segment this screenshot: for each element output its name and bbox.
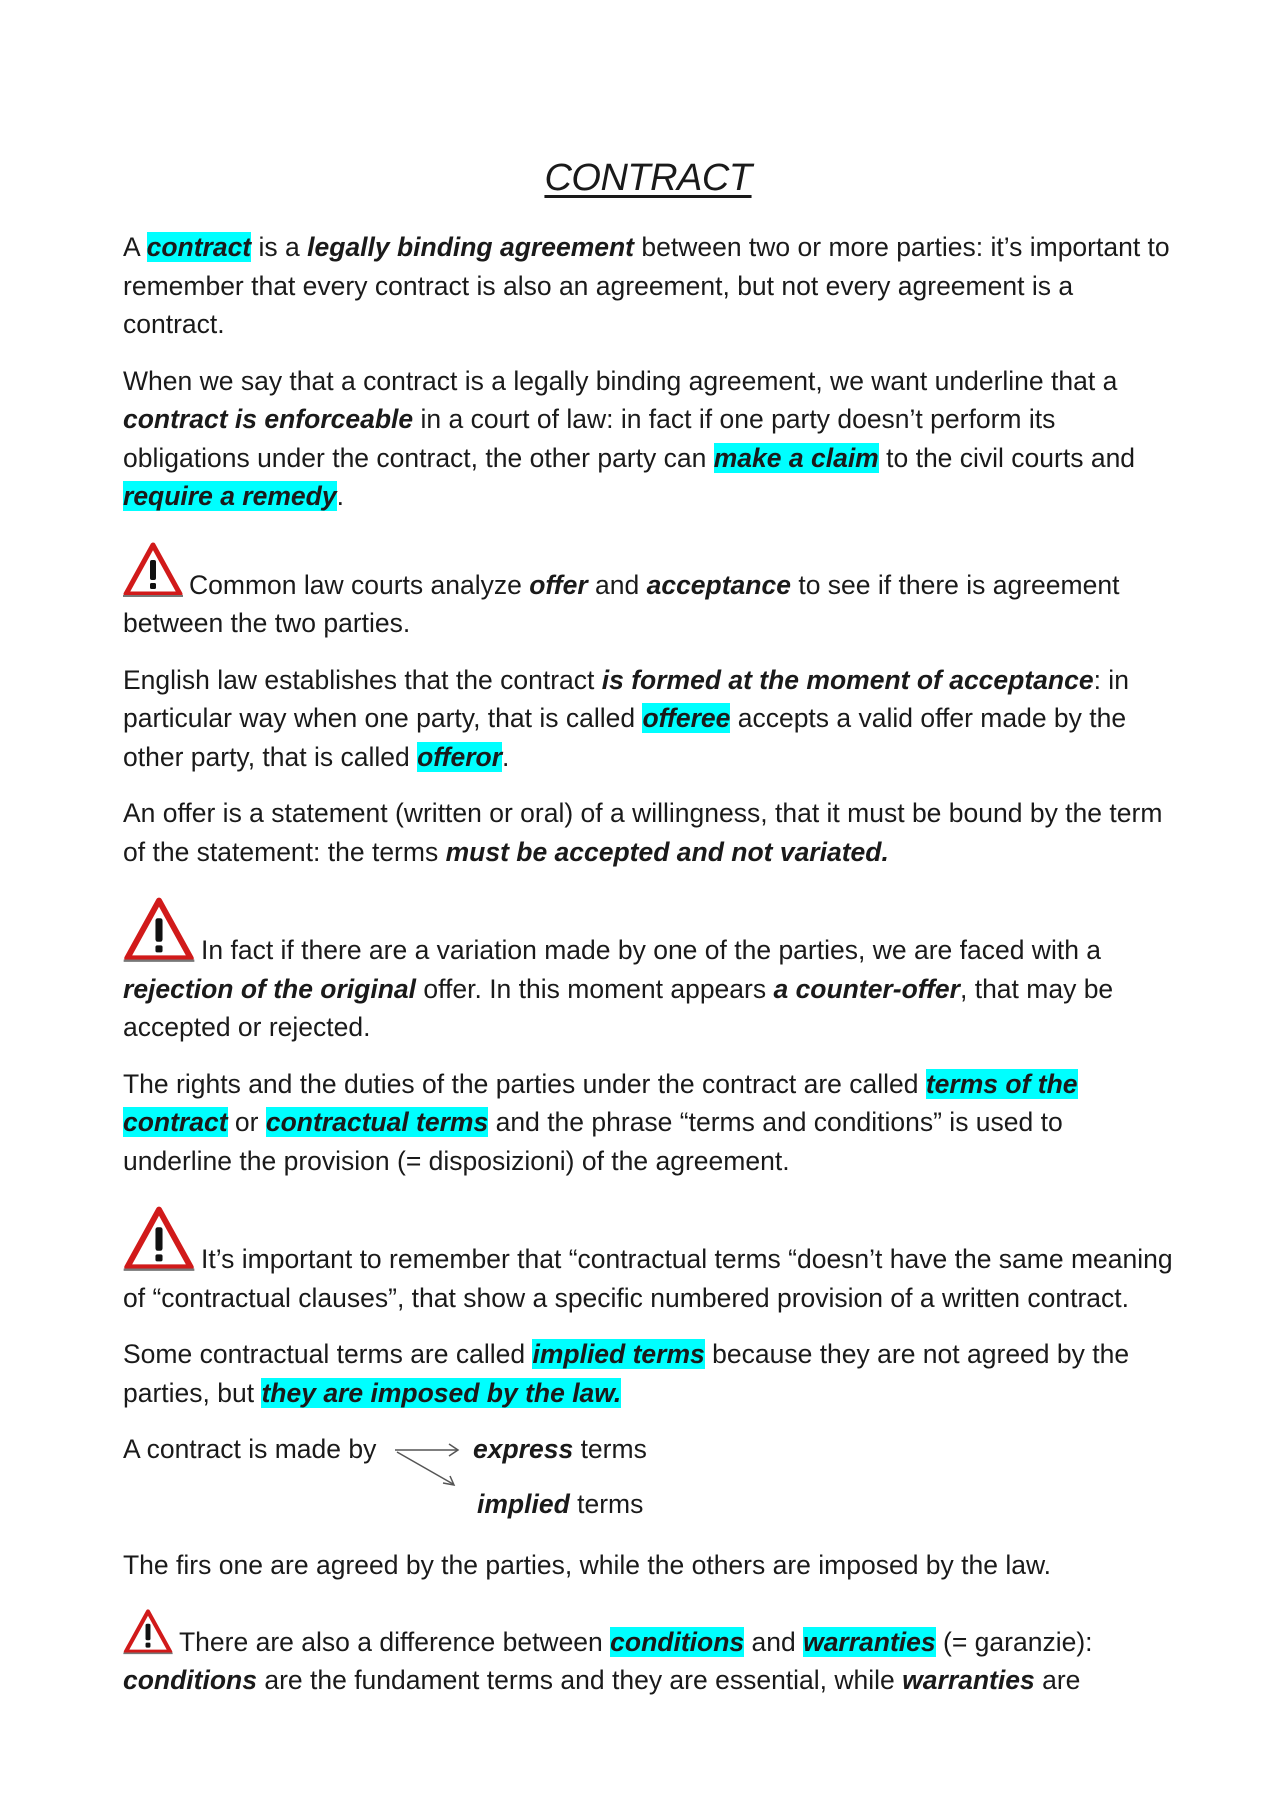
arrow-icon — [393, 1438, 473, 1498]
paragraph-terms: The rights and the duties of the parties under the contract are called terms of the contract or contractual terms and the phrase “terms and conditions” is used to underline the provision (= disposizioni) of the agreement. — [123, 1068, 1078, 1176]
warning-triangle-icon — [123, 1609, 173, 1655]
paragraph-conditions-warranties: There are also a difference between conditions and warranties (= garanzie): conditions are the fundament terms and they are essential, while warranties are — [123, 1609, 1173, 1700]
paragraph-implied-terms: Some contractual terms are called implied terms because they are not agreed by the parties, but they are imposed by the law. — [123, 1339, 1130, 1408]
paragraph-offer-statement: An offer is a statement (written or oral) of a willingness, that it must be bound by the term of the statement: the terms must be accepted and not variated. — [123, 798, 1163, 867]
highlight-offeror: offeror — [417, 741, 503, 772]
highlight-contractual-terms: contractual terms — [265, 1107, 489, 1137]
express-terms: express terms — [473, 1434, 647, 1464]
implied-terms-label: implied terms — [477, 1489, 644, 1519]
highlight-warranties: warranties — [803, 1626, 936, 1657]
document-page — [123, 150, 1173, 1718]
paragraph-english-law: English law establishes that the contract is formed at the moment of acceptance: in particular way when one party, that is called offeree accepts a valid offer made by the other party, that is called offeror. — [123, 664, 1129, 772]
paragraph-enforceable: When we say that a contract is a legally binding agreement, we want underline that a contract is enforceable in a court of law: in fact if one party doesn’t perform its obligations under the contract, the other party can make a claim to the civil courts and require a remedy. — [123, 365, 1136, 511]
highlight-require-a-remedy: require a remedy — [123, 481, 337, 511]
warning-triangle-icon — [123, 542, 183, 598]
terms-diagram — [123, 1430, 1173, 1540]
warning-triangle-icon — [123, 1206, 195, 1272]
diagram-lead: A contract is made by — [123, 1434, 377, 1464]
highlight-contract: contract — [146, 232, 252, 262]
highlight-implied-terms: implied terms — [532, 1339, 705, 1369]
paragraph-definition: A contract is a legally binding agreement between two or more parties: it’s important to remember that every contract is also an agreement, but not every agreement is a contract. — [123, 232, 1170, 339]
warning-triangle-icon — [123, 897, 195, 963]
paragraph-variation: In fact if there are a variation made by one of the parties, we are faced with a rejection of the original offer. In this moment appears a counter-offer, that may be accepted or rejected. — [123, 897, 1173, 1047]
highlight-offeree: offeree — [642, 703, 731, 733]
highlight-conditions: conditions — [610, 1626, 745, 1657]
paragraph-agreed-imposed: The firs one are agreed by the parties, while the others are imposed by the law. — [123, 1550, 1052, 1580]
paragraph-offer-acceptance: Common law courts analyze offer and acceptance to see if there is agreement between the two parties. — [123, 542, 1173, 643]
highlight-terms-of-the-contract: terms of the contract — [123, 1068, 1078, 1137]
page-title: CONTRACT — [544, 157, 752, 199]
highlight-make-a-claim: make a claim — [713, 442, 879, 473]
highlight-imposed-by-law: they are imposed by the law. — [261, 1377, 622, 1408]
paragraph-contractual-clauses: It’s important to remember that “contractual terms “doesn’t have the same meaning of “contractual clauses”, that show a specific numbered provision of a written contract. — [123, 1206, 1173, 1317]
